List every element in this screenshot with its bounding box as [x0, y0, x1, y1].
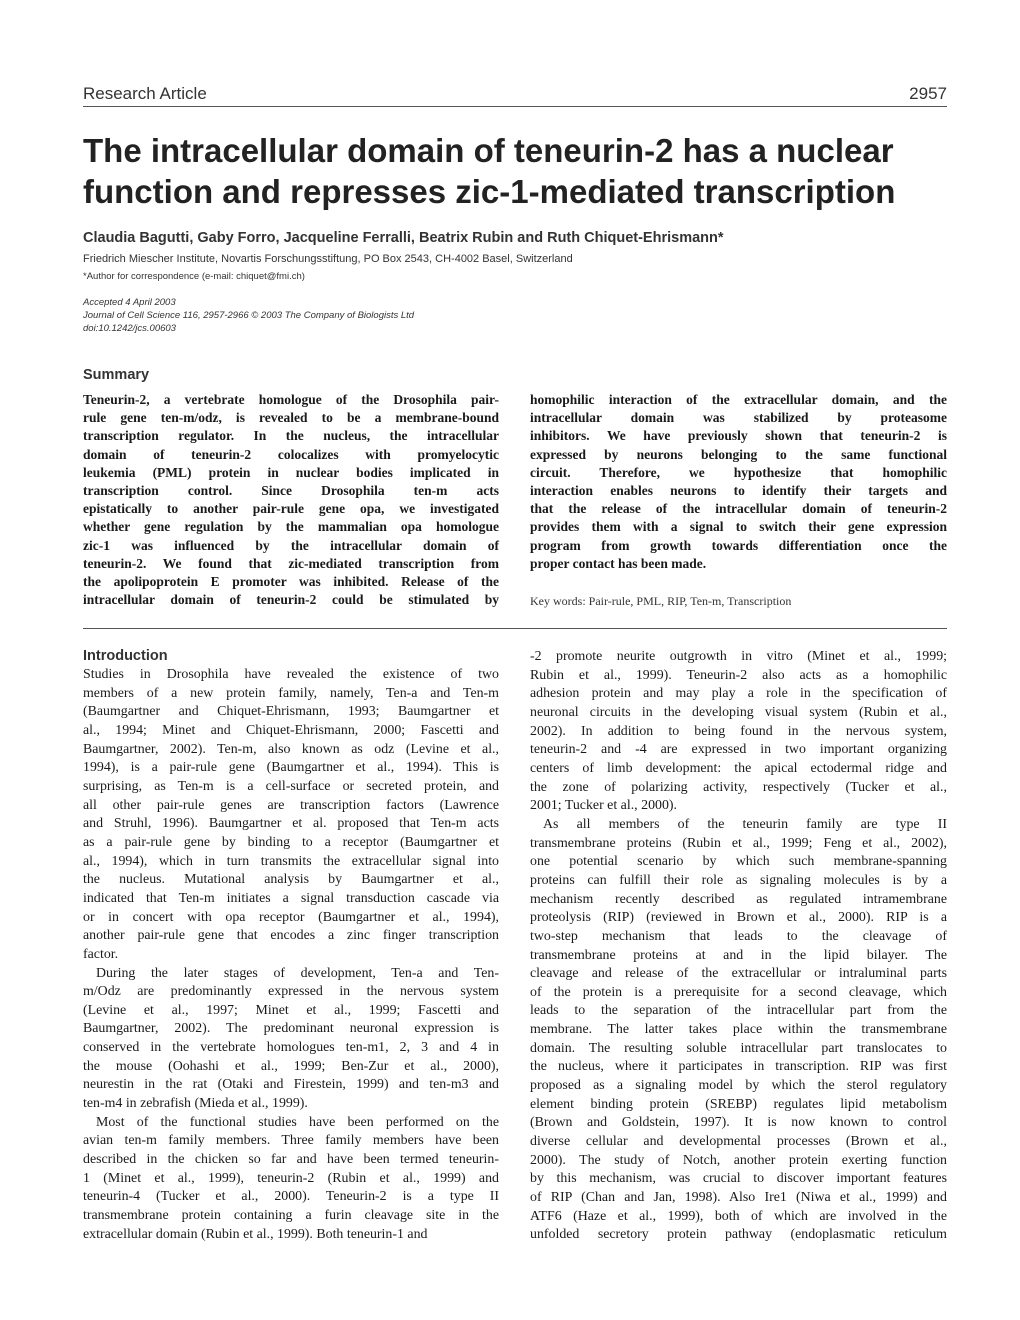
- body-text-line: avian ten-m family members. Three family members have been: [83, 1133, 499, 1149]
- body-text-line: ATF6 (Haze et al., 1999), both of which are involved in the: [530, 1208, 947, 1224]
- running-head: [83, 84, 947, 106]
- body-text-line: al., 1994), which in turn transmits the extracellular signal into: [83, 853, 499, 869]
- body-text-line: Rubin et al., 1999). Teneurin-2 also acts as a homophilic: [530, 667, 947, 683]
- body-text-line: conserved in the vertebrate homologues ten-m1, 2, 3 and 4 in: [83, 1040, 499, 1056]
- summary-line: Teneurin-2, a vertebrate homologue of the Drosophila pair-: [83, 392, 499, 407]
- body-text-line: neuronal circuits in the developing visual system (Rubin et al.,: [530, 704, 947, 720]
- body-text-line: 1 (Minet et al., 1999), teneurin-2 (Rubin et al., 1999) and: [83, 1170, 499, 1186]
- body-text-line: 1994), is a pair-rule gene (Baumgartner et al., 1994). This is: [83, 760, 499, 776]
- body-text-line: 2002). In addition to being found in the nervous system,: [530, 723, 947, 739]
- body-text-line: transmembrane proteins at and in the lipid bilayer. The: [530, 947, 947, 963]
- body-text-line: proteins can fulfill their role as signaling molecules is by a: [530, 872, 947, 888]
- body-text-line: centers of limb development: the apical ectodermal ridge and: [530, 760, 947, 776]
- author-list: Claudia Bagutti, Gaby Forro, Jacqueline Ferralli, Beatrix Rubin and Ruth Chiquet-Ehrismann*: [83, 230, 724, 246]
- summary-line: transcription regulator. In the nucleus, the intracellular: [83, 428, 499, 444]
- body-text-line: two-step mechanism that leads to the cleavage of: [530, 928, 947, 944]
- body-text-line: element binding protein (SREBP) regulates lipid metabolism: [530, 1096, 947, 1112]
- body-text-line: the zone of polarizing activity, respectively (Tucker et al.,: [530, 779, 947, 795]
- body-text-line: surprising, as Ten-m is a cell-surface or secreted protein, and: [83, 778, 499, 794]
- body-text-line: unfolded secretory protein pathway (endoplasmatic reticulum: [530, 1227, 947, 1243]
- body-text-line: (Brown and Goldstein, 1997). It is now known to control: [530, 1115, 947, 1131]
- body-text-line: as a pair-rule gene by binding to a receptor (Baumgartner et: [83, 834, 499, 850]
- summary-right-column: [530, 391, 947, 573]
- body-text-line: of RIP (Chan and Jan, 1998). Also Ire1 (Niwa et al., 1999) and: [530, 1190, 947, 1206]
- body-text-line: teneurin-2 and -4 are expressed in two important organizing: [530, 742, 947, 758]
- body-text-line: teneurin-4 (Tucker et al., 2000). Teneurin-2 is a type II: [83, 1189, 499, 1205]
- body-text-line: or in concert with opa receptor (Baumgartner et al., 1994),: [83, 909, 499, 925]
- summary-line: homophilic interaction of the extracellular domain, and the: [530, 392, 947, 407]
- title-line: The intracellular domain of teneurin-2 has a nuclear: [83, 132, 894, 169]
- body-text-line: proposed as a signaling model by which the sterol regulatory: [530, 1078, 947, 1094]
- body-text-line: al., 1994; Minet and Chiquet-Ehrismann, 2000; Fascetti and: [83, 722, 499, 738]
- body-text-line: diverse cellular and developmental processes (Brown et al.,: [530, 1134, 947, 1150]
- body-text-line: described in the chicken so far and have been termed teneurin-: [83, 1152, 499, 1168]
- accepted-date: Accepted 4 April 2003: [83, 297, 176, 308]
- body-text-line: adhesion protein and may play a role in the specification of: [530, 686, 947, 702]
- body-text-line: (Baumgartner and Chiquet-Ehrismann, 1993; Baumgartner et: [83, 704, 499, 720]
- introduction-right-column: [530, 648, 947, 1245]
- body-text-line: the nucleus. Mutational analysis by Baumgartner et al.,: [83, 872, 499, 888]
- body-text-line: 2000). The study of Notch, another protein exerting function: [530, 1152, 947, 1168]
- body-text-line: -2 promote neurite outgrowth in vitro (Minet et al., 1999;: [530, 649, 947, 664]
- body-text-line: Baumgartner, 2002). Ten-m, also known as odz (Levine et al.,: [83, 741, 499, 757]
- summary-line: intracellular domain was stabilized by proteasome: [530, 410, 947, 426]
- body-text-line: m/Odz are predominantly expressed in the nervous system: [83, 984, 499, 1000]
- body-text-line: Studies in Drosophila have revealed the existence of two: [83, 667, 499, 682]
- summary-line: teneurin-2. We found that zic-mediated transcription from: [83, 555, 499, 571]
- title-line: function and represses zic-1-mediated transcription: [83, 173, 896, 210]
- summary-line: zic-1 was influenced by the intracellular domain of: [83, 537, 499, 553]
- summary-line: that the release of the intracellular domain of teneurin-2: [530, 501, 947, 517]
- summary-line: domain of teneurin-2 colocalizes with promyelocytic: [83, 446, 499, 462]
- body-text-line: 2001; Tucker et al., 2000).: [530, 798, 677, 814]
- section-divider: [83, 628, 947, 629]
- journal-citation: Journal of Cell Science 116, 2957-2966 © 2003 The Company of Biologists Ltd: [83, 310, 415, 321]
- body-text-line: factor.: [83, 946, 119, 962]
- body-text-line: leads to the separation of the intracellular part from the: [530, 1003, 947, 1019]
- summary-line: epistatically to another pair-rule gene opa, we investigated: [83, 501, 499, 517]
- section-label: Research Article: [83, 84, 207, 103]
- body-text-line: indicated that Ten-m initiates a signal transduction cascade via: [83, 890, 499, 906]
- body-text-line: Most of the functional studies have been performed on the: [96, 1114, 499, 1130]
- summary-line: transcription control. Since Drosophila ten-m acts: [83, 482, 499, 498]
- body-text-line: Baumgartner, 2002). The predominant neuronal expression is: [83, 1021, 499, 1037]
- body-text-line: As all members of the teneurin family are type II: [543, 816, 947, 832]
- body-text-line: one potential scenario by which such membrane-spanning: [530, 854, 947, 870]
- body-text-line: transmembrane protein containing a furin cleavage site in the: [83, 1208, 499, 1224]
- header-divider: [83, 106, 947, 107]
- summary-line: provides them with a signal to switch their gene expression: [530, 519, 947, 535]
- keywords: Key words: Pair-rule, PML, RIP, Ten-m, Transcription: [530, 594, 792, 608]
- article-title: [83, 130, 947, 212]
- body-text-line: another pair-rule gene that encodes a zinc finger transcription: [83, 928, 499, 944]
- body-text-line: transmembrane proteins (Rubin et al., 1999; Feng et al., 2002),: [530, 835, 947, 851]
- summary-line: expressed by neurons belonging to the same functional: [530, 446, 947, 462]
- summary-line: rule gene ten-m/odz, is revealed to be a membrane-bound: [83, 410, 499, 426]
- summary-line: whether gene regulation by the mammalian opa homologue: [83, 519, 499, 535]
- summary-line: interaction enables neurons to identify their targets and: [530, 482, 947, 498]
- summary-line: intracellular domain of teneurin-2 could be stimulated by: [83, 592, 499, 608]
- body-text-line: membrane. The latter takes place within the transmembrane: [530, 1022, 947, 1038]
- summary-line: circuit. Therefore, we hypothesize that homophilic: [530, 464, 947, 480]
- body-text-line: cleavage and release of the extracellular or intraluminal parts: [530, 966, 947, 982]
- body-text-line: mechanism recently described as regulated intramembrane: [530, 891, 947, 907]
- publication-info: [83, 296, 683, 335]
- body-text-line: of the protein is a prerequisite for a second cleavage, which: [530, 984, 947, 1000]
- body-text-line: all other pair-rule genes are transcription factors (Lawrence: [83, 797, 499, 813]
- body-text-line: ten-m4 in zebrafish (Mieda et al., 1999).: [83, 1096, 308, 1112]
- summary-line: the apolipoprotein E promoter was inhibited. Release of the: [83, 573, 499, 589]
- body-text-line: proteolysis (RIP) (reviewed in Brown et al., 2000). RIP is a: [530, 910, 947, 926]
- body-text-line: During the later stages of development, Ten-a and Ten-: [96, 965, 499, 981]
- summary-line: program from growth towards differentiation once the: [530, 537, 947, 553]
- body-text-line: neurestin in the rat (Otaki and Firestein, 1999) and ten-m3 and: [83, 1077, 499, 1093]
- body-text-line: the nucleus, where it participates in transcription. RIP was first: [530, 1059, 947, 1075]
- body-text-line: extracellular domain (Rubin et al., 1999). Both teneurin-1 and: [83, 1226, 428, 1242]
- body-text-line: (Levine et al., 1997; Minet et al., 1999; Fascetti and: [83, 1002, 499, 1018]
- summary-heading: Summary: [83, 367, 150, 383]
- page-number: 2957: [909, 84, 947, 103]
- summary-left-column: [83, 391, 499, 609]
- body-text-line: domain. The resulting soluble intracellular part translocates to: [530, 1040, 947, 1056]
- summary-line: inhibitors. We have previously shown that teneurin-2 is: [530, 428, 947, 444]
- summary-line: proper contact has been made.: [530, 555, 707, 571]
- affiliation: Friedrich Miescher Institute, Novartis Forschungsstiftung, PO Box 2543, CH-4002 Basel, Switzerland: [83, 253, 573, 265]
- body-text-line: the mouse (Oohashi et al., 1999; Ben-Zur et al., 2000),: [83, 1058, 499, 1074]
- summary-line: leukemia (PML) protein in nuclear bodies implicated in: [83, 464, 499, 480]
- body-text-line: and Struhl, 1996). Baumgartner et al. proposed that Ten-m acts: [83, 816, 499, 832]
- doi: doi:10.1242/jcs.00603: [83, 323, 176, 334]
- correspondence-note: *Author for correspondence (e-mail: chiquet@fmi.ch): [83, 271, 305, 282]
- introduction-heading: Introduction: [83, 648, 168, 664]
- body-text-line: members of a new protein family, namely, Ten-a and Ten-m: [83, 685, 499, 701]
- body-text-line: by this mechanism, was crucial to discover important features: [530, 1171, 947, 1187]
- introduction-left-column: [83, 666, 499, 1244]
